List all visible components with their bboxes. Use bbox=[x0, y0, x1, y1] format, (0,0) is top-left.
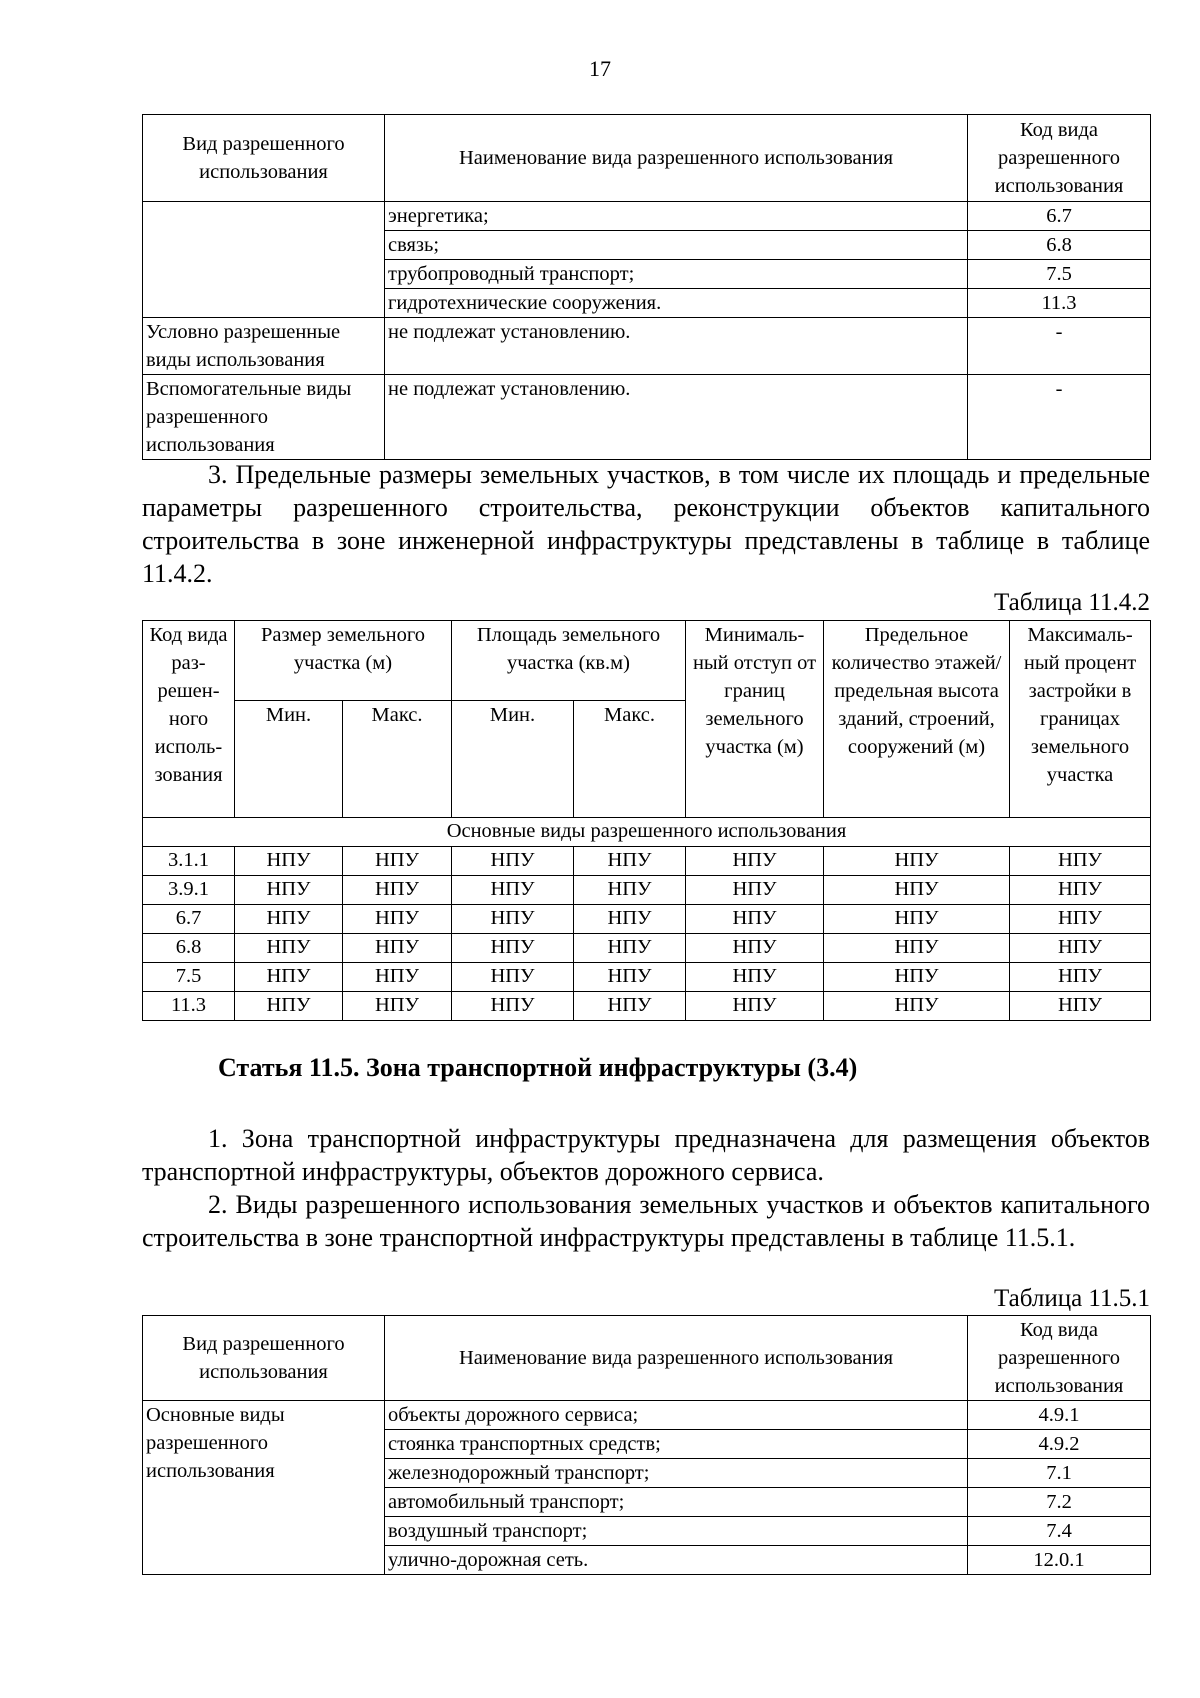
conditional-use-name: не подлежат установлению. bbox=[385, 318, 968, 375]
table-caption-11-5-1: Таблица 11.5.1 bbox=[994, 1285, 1150, 1312]
use-name: связь; bbox=[385, 231, 968, 260]
use-name: гидротехнические сооружения. bbox=[385, 289, 968, 318]
empty-type-cell bbox=[143, 202, 385, 318]
use-name: автомобильный транспорт; bbox=[385, 1488, 968, 1517]
header-max-floors: Предельное количество этажей/ предельная высота зданий, строений, сооружений (м) bbox=[824, 621, 1010, 818]
article-title: Статья 11.5. Зона транспортной инфраструктуры (3.4) bbox=[218, 1053, 858, 1082]
cell-value: НПУ bbox=[1010, 963, 1151, 992]
table-11-4-2 bbox=[142, 620, 1150, 1021]
cell-value: НПУ bbox=[452, 934, 574, 963]
header-permitted-use-name: Наименование вида разрешенного использования bbox=[385, 1316, 968, 1401]
use-code: 7.1 bbox=[968, 1459, 1151, 1488]
header-permitted-use-type: Вид разрешенного использования bbox=[143, 1316, 385, 1401]
cell-value: НПУ bbox=[235, 847, 343, 876]
conditional-use-type: Условно разрешенные виды использования bbox=[143, 318, 385, 375]
header-plot-size: Размер земельного участка (м) bbox=[235, 621, 452, 701]
header-permitted-use-type: Вид разрешенного использования bbox=[143, 115, 385, 202]
section-main-uses: Основные виды разрешенного использования bbox=[143, 818, 1151, 847]
cell-value: НПУ bbox=[452, 876, 574, 905]
cell-value: НПУ bbox=[235, 934, 343, 963]
header-permitted-use-code: Код вида разрешенного использования bbox=[968, 115, 1151, 202]
table-11-4-1-continuation bbox=[142, 114, 1150, 460]
use-code: 6.7 bbox=[968, 202, 1151, 231]
article-paragraph-2: 2. Виды разрешенного использования земельных участков и объектов капитального строительства в зоне транспортной инфраструктуры представлены в таблице 11.5.1. bbox=[142, 1190, 1150, 1252]
cell-value: НПУ bbox=[1010, 847, 1151, 876]
cell-value: НПУ bbox=[824, 876, 1010, 905]
cell-value: НПУ bbox=[1010, 992, 1151, 1021]
cell-value: НПУ bbox=[235, 876, 343, 905]
header-max-coverage: Максималь-ный процент застройки в границах земельного участка bbox=[1010, 621, 1151, 818]
cell-value: НПУ bbox=[452, 905, 574, 934]
main-use-type: Основные виды разрешенного использования bbox=[143, 1401, 385, 1575]
cell-value: НПУ bbox=[452, 847, 574, 876]
table-row bbox=[143, 847, 1151, 876]
cell-value: НПУ bbox=[574, 847, 686, 876]
cell-value: НПУ bbox=[452, 992, 574, 1021]
cell-value: НПУ bbox=[824, 905, 1010, 934]
cell-value: НПУ bbox=[1010, 934, 1151, 963]
row-code: 6.7 bbox=[143, 905, 235, 934]
row-code: 6.8 bbox=[143, 934, 235, 963]
auxiliary-use-name: не подлежат установлению. bbox=[385, 375, 968, 460]
cell-value: НПУ bbox=[343, 934, 452, 963]
header-size-min: Мин. bbox=[235, 701, 343, 818]
cell-value: НПУ bbox=[686, 934, 824, 963]
cell-value: НПУ bbox=[235, 992, 343, 1021]
header-permitted-use-code: Код вида разрешенного использования bbox=[968, 1316, 1151, 1401]
header-plot-area: Площадь земельного участка (кв.м) bbox=[452, 621, 686, 701]
cell-value: НПУ bbox=[343, 905, 452, 934]
cell-value: НПУ bbox=[574, 934, 686, 963]
paragraph-3: 3. Предельные размеры земельных участков, в том числе их площадь и предельные параметры разрешенного строительства, реконструкции объектов капитального строительства в зоне инженерной инфраструктуры представлены в таблице в таблице 11.4.2. bbox=[142, 460, 1150, 588]
header-permitted-use-name: Наименование вида разрешенного использования bbox=[385, 115, 968, 202]
header-size-max: Макс. bbox=[343, 701, 452, 818]
cell-value: НПУ bbox=[686, 992, 824, 1021]
cell-value: НПУ bbox=[343, 847, 452, 876]
table-caption-11-4-2: Таблица 11.4.2 bbox=[994, 589, 1150, 616]
cell-value: НПУ bbox=[235, 963, 343, 992]
table-row bbox=[143, 934, 1151, 963]
use-name: энергетика; bbox=[385, 202, 968, 231]
row-code: 7.5 bbox=[143, 963, 235, 992]
header-area-min: Мин. bbox=[452, 701, 574, 818]
use-name: железнодорожный транспорт; bbox=[385, 1459, 968, 1488]
cell-value: НПУ bbox=[824, 847, 1010, 876]
use-code: 7.2 bbox=[968, 1488, 1151, 1517]
article-paragraph-1: 1. Зона транспортной инфраструктуры предназначена для размещения объектов транспортной инфраструктуры, объектов дорожного сервиса. bbox=[142, 1124, 1150, 1186]
page-number: 17 bbox=[589, 56, 611, 81]
table-row bbox=[143, 963, 1151, 992]
cell-value: НПУ bbox=[686, 963, 824, 992]
cell-value: НПУ bbox=[235, 905, 343, 934]
cell-value: НПУ bbox=[452, 963, 574, 992]
header-code: Код вида раз-решен-ного исполь-зования bbox=[143, 621, 235, 818]
cell-value: НПУ bbox=[574, 992, 686, 1021]
cell-value: НПУ bbox=[574, 963, 686, 992]
use-name: трубопроводный транспорт; bbox=[385, 260, 968, 289]
table-row bbox=[143, 992, 1151, 1021]
use-code: 7.4 bbox=[968, 1517, 1151, 1546]
cell-value: НПУ bbox=[824, 963, 1010, 992]
cell-value: НПУ bbox=[686, 905, 824, 934]
cell-value: НПУ bbox=[686, 876, 824, 905]
cell-value: НПУ bbox=[343, 876, 452, 905]
cell-value: НПУ bbox=[686, 847, 824, 876]
use-name: улично-дорожная сеть. bbox=[385, 1546, 968, 1575]
table-row bbox=[143, 905, 1151, 934]
table-11-5-1 bbox=[142, 1315, 1150, 1575]
cell-value: НПУ bbox=[343, 963, 452, 992]
conditional-use-code: - bbox=[968, 318, 1151, 375]
header-min-setback: Минималь-ный отступ от границ земельного участка (м) bbox=[686, 621, 824, 818]
auxiliary-use-code: - bbox=[968, 375, 1151, 460]
row-code: 11.3 bbox=[143, 992, 235, 1021]
use-code: 4.9.2 bbox=[968, 1430, 1151, 1459]
auxiliary-use-type: Вспомогательные виды разрешенного использования bbox=[143, 375, 385, 460]
use-code: 12.0.1 bbox=[968, 1546, 1151, 1575]
cell-value: НПУ bbox=[343, 992, 452, 1021]
header-area-max: Макс. bbox=[574, 701, 686, 818]
use-name: стоянка транспортных средств; bbox=[385, 1430, 968, 1459]
cell-value: НПУ bbox=[824, 992, 1010, 1021]
use-code: 11.3 bbox=[968, 289, 1151, 318]
use-name: объекты дорожного сервиса; bbox=[385, 1401, 968, 1430]
use-name: воздушный транспорт; bbox=[385, 1517, 968, 1546]
row-code: 3.1.1 bbox=[143, 847, 235, 876]
cell-value: НПУ bbox=[1010, 876, 1151, 905]
cell-value: НПУ bbox=[1010, 905, 1151, 934]
use-code: 6.8 bbox=[968, 231, 1151, 260]
use-code: 4.9.1 bbox=[968, 1401, 1151, 1430]
row-code: 3.9.1 bbox=[143, 876, 235, 905]
cell-value: НПУ bbox=[574, 905, 686, 934]
cell-value: НПУ bbox=[824, 934, 1010, 963]
table-row bbox=[143, 876, 1151, 905]
use-code: 7.5 bbox=[968, 260, 1151, 289]
cell-value: НПУ bbox=[574, 876, 686, 905]
